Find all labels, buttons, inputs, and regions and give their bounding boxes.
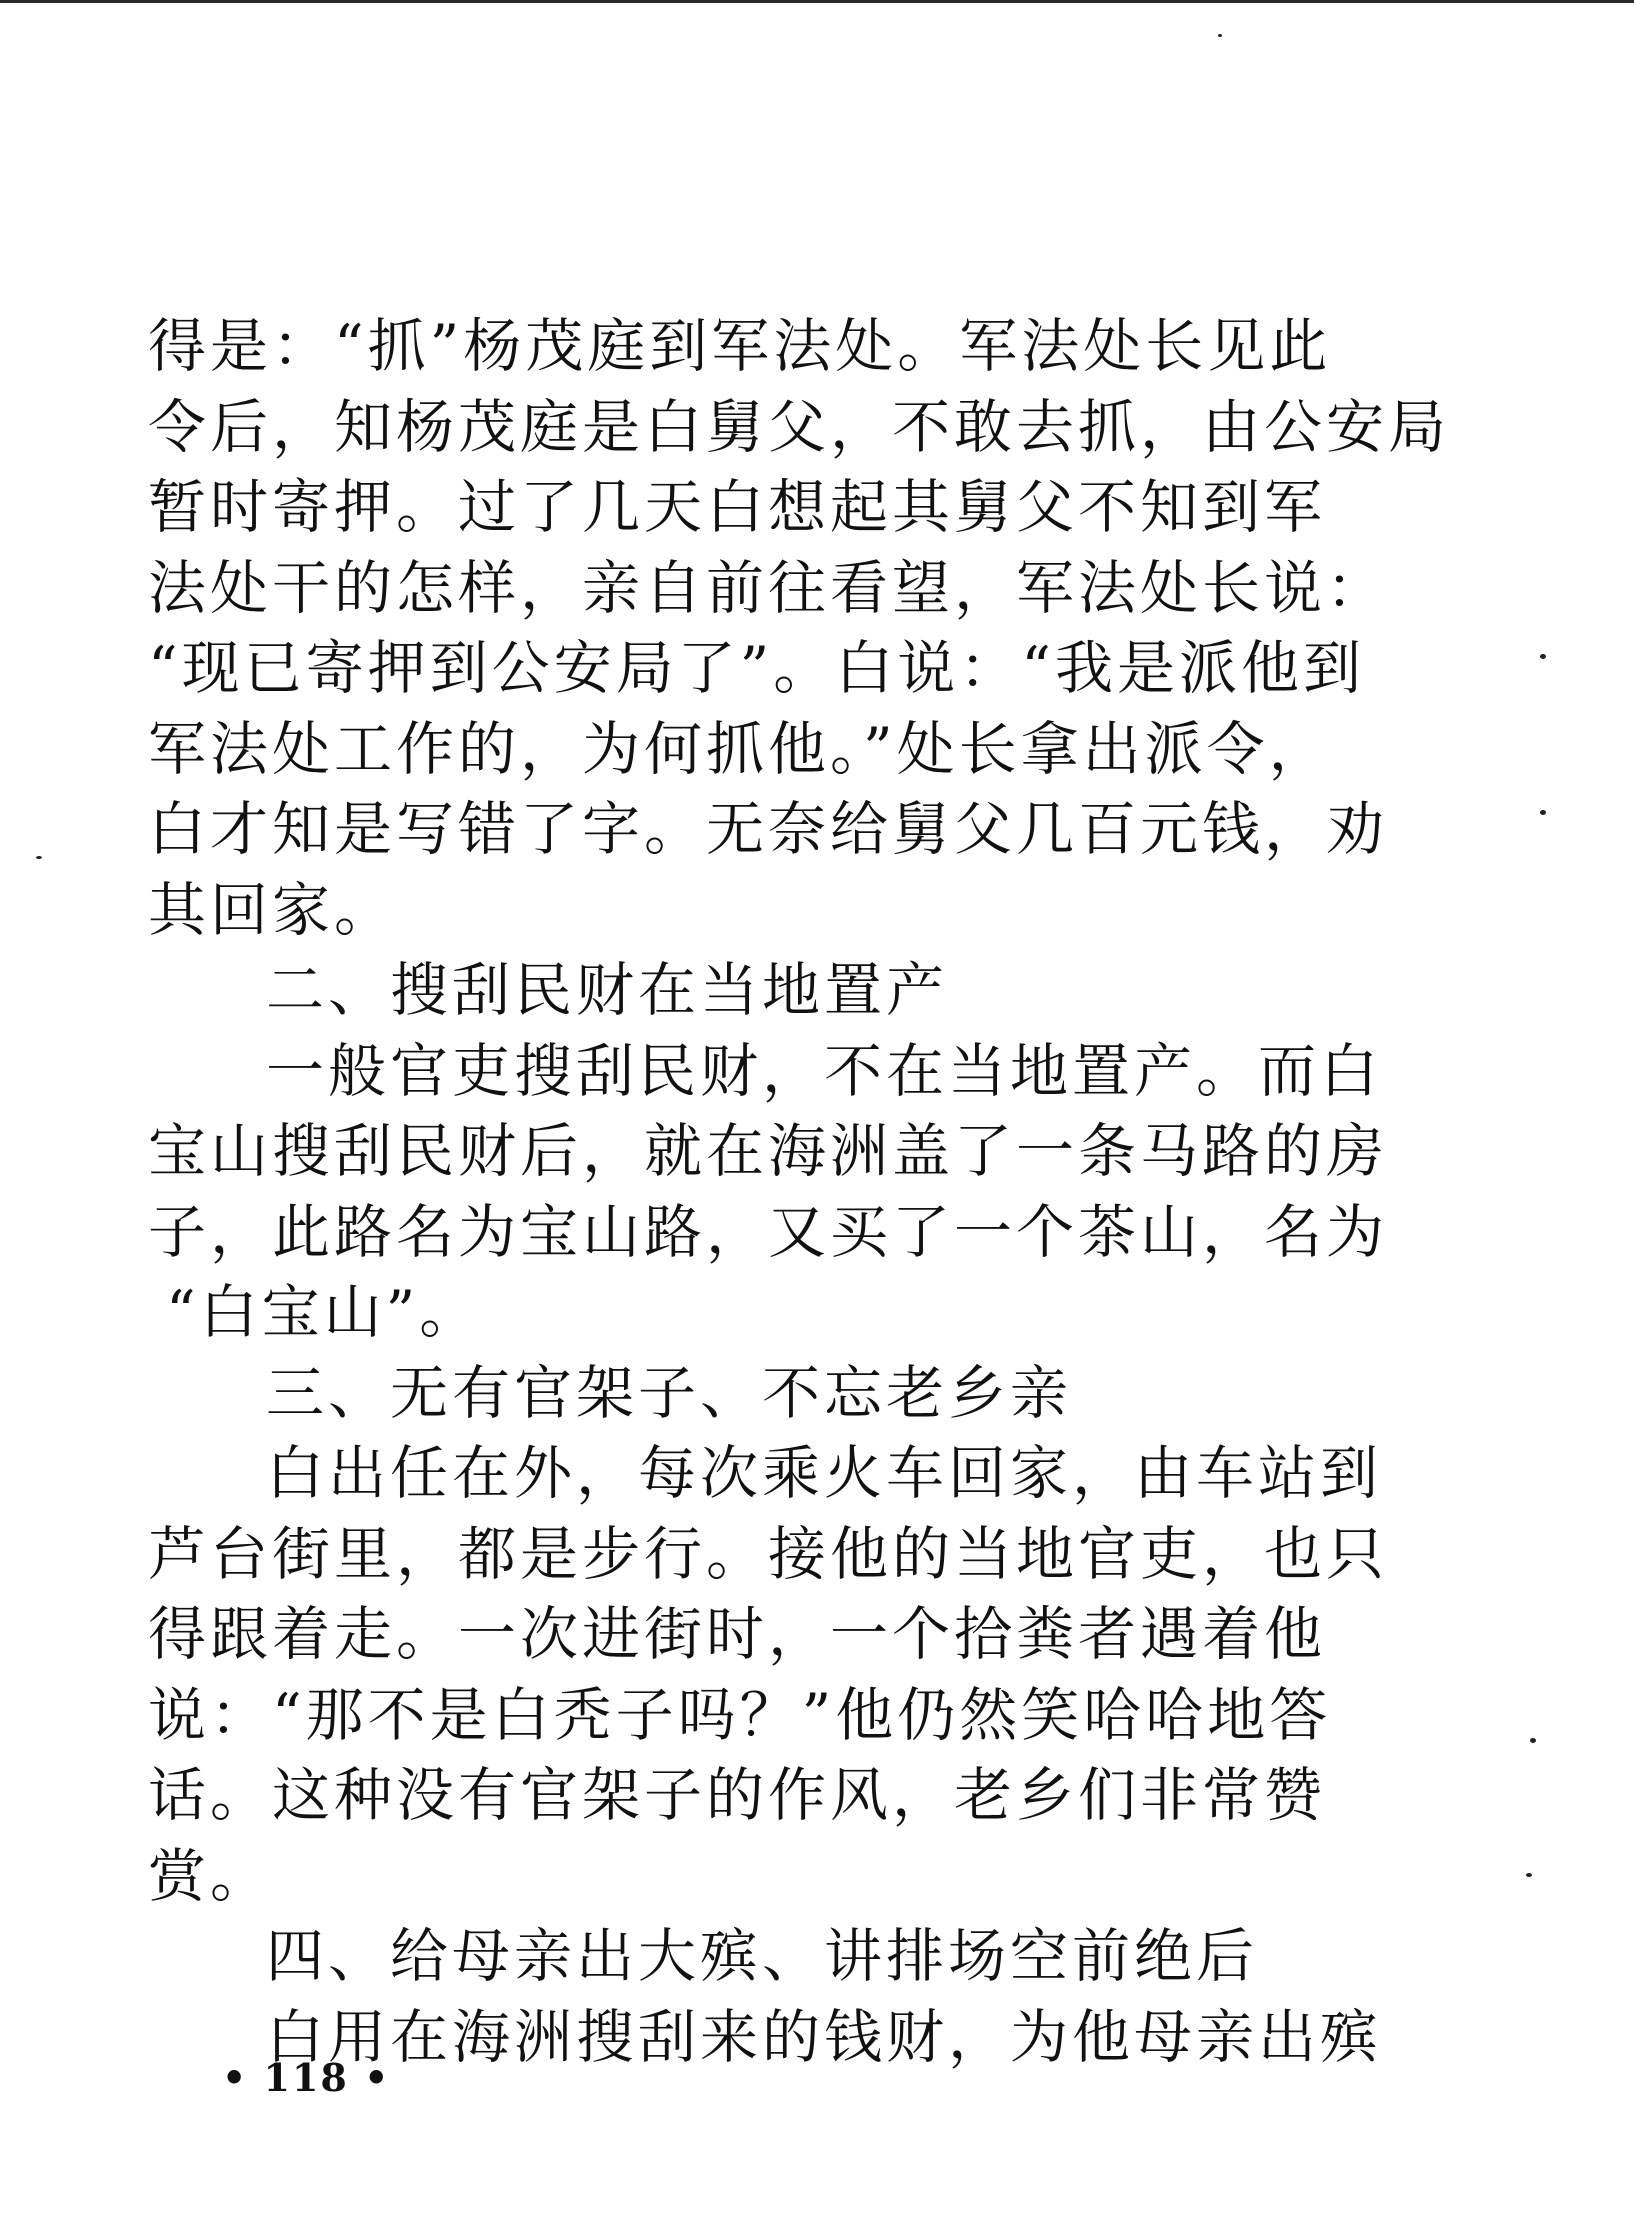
body-line: 说：“那不是白秃子吗？”他仍然笑哈哈地答: [148, 1680, 1332, 1749]
body-line: 芦台街里，都是步行。接他的当地官吏，也只: [148, 1519, 1389, 1588]
scan-speck: [1526, 1873, 1532, 1877]
scan-speck: [36, 856, 42, 859]
body-line: 话。这种没有官架子的作风，老乡们非常赞: [148, 1761, 1327, 1829]
body-line: “现已寄押到公安局了”。白说：“我是派他到: [148, 634, 1365, 702]
body-line: 一般官吏搜刮民财，不在当地置产。而白: [266, 1036, 1383, 1105]
body-line: 白用在海洲搜刮来的钱财，为他母亲出殡: [266, 2002, 1383, 2071]
body-line: 子，此路名为宝山路，又买了一个茶山，名为: [148, 1197, 1389, 1266]
section-heading: 三、无有官架子、不忘老乡亲: [266, 1358, 1073, 1427]
scan-edge-line: [0, 0, 1634, 3]
body-line: 暂时寄押。过了几天白想起其舅父不知到军: [148, 473, 1327, 541]
body-line: 白才知是写错了字。无奈给舅父几百元钱，劝: [148, 795, 1389, 863]
scan-speck: [1218, 34, 1222, 37]
body-line: 令后，知杨茂庭是白舅父，不敢去抓，由公安局: [148, 392, 1451, 461]
scan-speck: [1530, 1738, 1536, 1743]
section-heading: 四、给母亲出大殡、讲排场空前绝后: [266, 1922, 1259, 1990]
body-line: 法处干的怎样，亲自前往看望，军法处长说：: [148, 553, 1389, 622]
body-line: “白宝山”。: [166, 1278, 482, 1346]
body-line: 得是：“抓”杨茂庭到军法处。军法处长见此: [148, 312, 1332, 380]
body-line: 宝山搜刮民财后，就在海洲盖了一条马路的房: [148, 1117, 1389, 1185]
body-line: 军法处工作的，为何抓他。”处长拿出派令，: [148, 714, 1331, 783]
section-heading: 二、搜刮民财在当地置产: [266, 956, 949, 1024]
page-number: • 118 •: [222, 2055, 391, 2100]
scan-speck: [1540, 810, 1546, 815]
body-line: 得跟着走。一次进街时，一个拾粪者遇着他: [148, 1600, 1327, 1668]
body-line: 赏。: [148, 1841, 273, 1910]
body-line: 白出任在外，每次乘火车回家，由车站到: [266, 1439, 1383, 1507]
scan-speck: [1540, 654, 1546, 659]
body-line: 其回家。: [148, 875, 397, 944]
document-page: [148, 306, 1451, 2077]
